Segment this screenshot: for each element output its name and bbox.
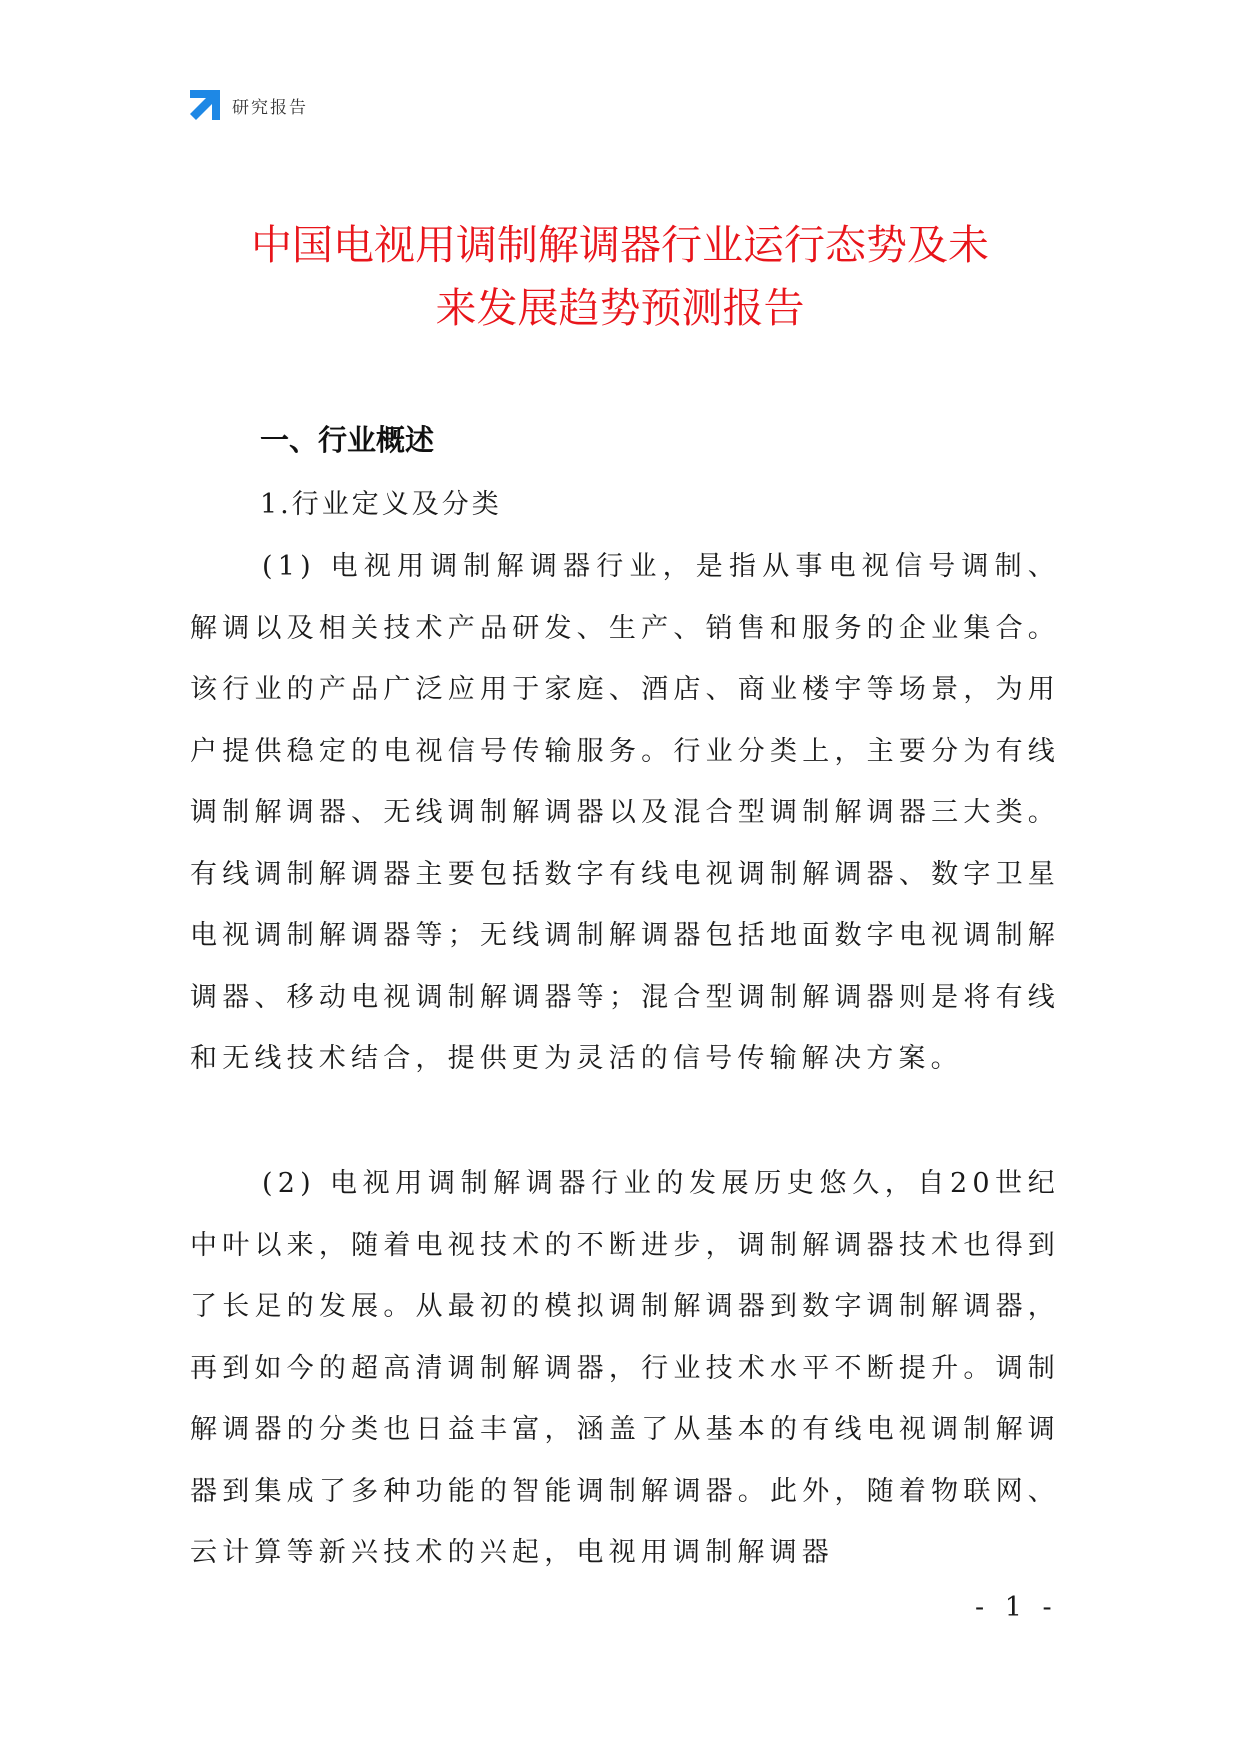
title-line-1: 中国电视用调制解调器行业运行态势及未: [251, 221, 989, 269]
paragraph-2: (2) 电视用调制解调器行业的发展历史悠久，自20世纪中叶以来，随着电视技术的不断进步，调制解调器技术也得到了长足的发展。从最初的模拟调制解调器到数字调制解调器，再到如今的超高清调制解调器，行业技术水平不断提升。调制解调器的分类也日益丰富，涵盖了从基本的有线电视调制解调器到集成了多种功能的智能调制解调器。此外，随着物联网、云计算等新兴技术的兴起，电视用调制解调器: [190, 1168, 1060, 1568]
arrow-up-right-icon: [188, 88, 222, 122]
paragraph-1: (1) 电视用调制解调器行业，是指从事电视信号调制、解调以及相关技术产品研发、生产、销售和服务的企业集合。该行业的产品广泛应用于家庭、酒店、商业楼宇等场景，为用户提供稳定的电视信号传输服务。行业分类上，主要分为有线调制解调器、无线调制解调器以及混合型调制解调器三大类。有线调制解调器主要包括数字有线电视调制解调器、数字卫星电视调制解调器等；无线调制解调器包括地面数字电视调制解调器、移动电视调制解调器等；混合型调制解调器则是将有线和无线技术结合，提供更为灵活的信号传输解决方案。: [190, 551, 1060, 1074]
subsection-heading: 1.行业定义及分类: [260, 489, 502, 520]
section-heading: 一、行业概述: [260, 423, 435, 457]
page-number: - 1 -: [975, 1592, 1058, 1623]
report-header: [188, 88, 308, 122]
title-line-2: 来发展趋势预测报告: [435, 284, 805, 332]
document-title: [150, 214, 1090, 340]
header-label: 研究报告: [232, 97, 308, 118]
